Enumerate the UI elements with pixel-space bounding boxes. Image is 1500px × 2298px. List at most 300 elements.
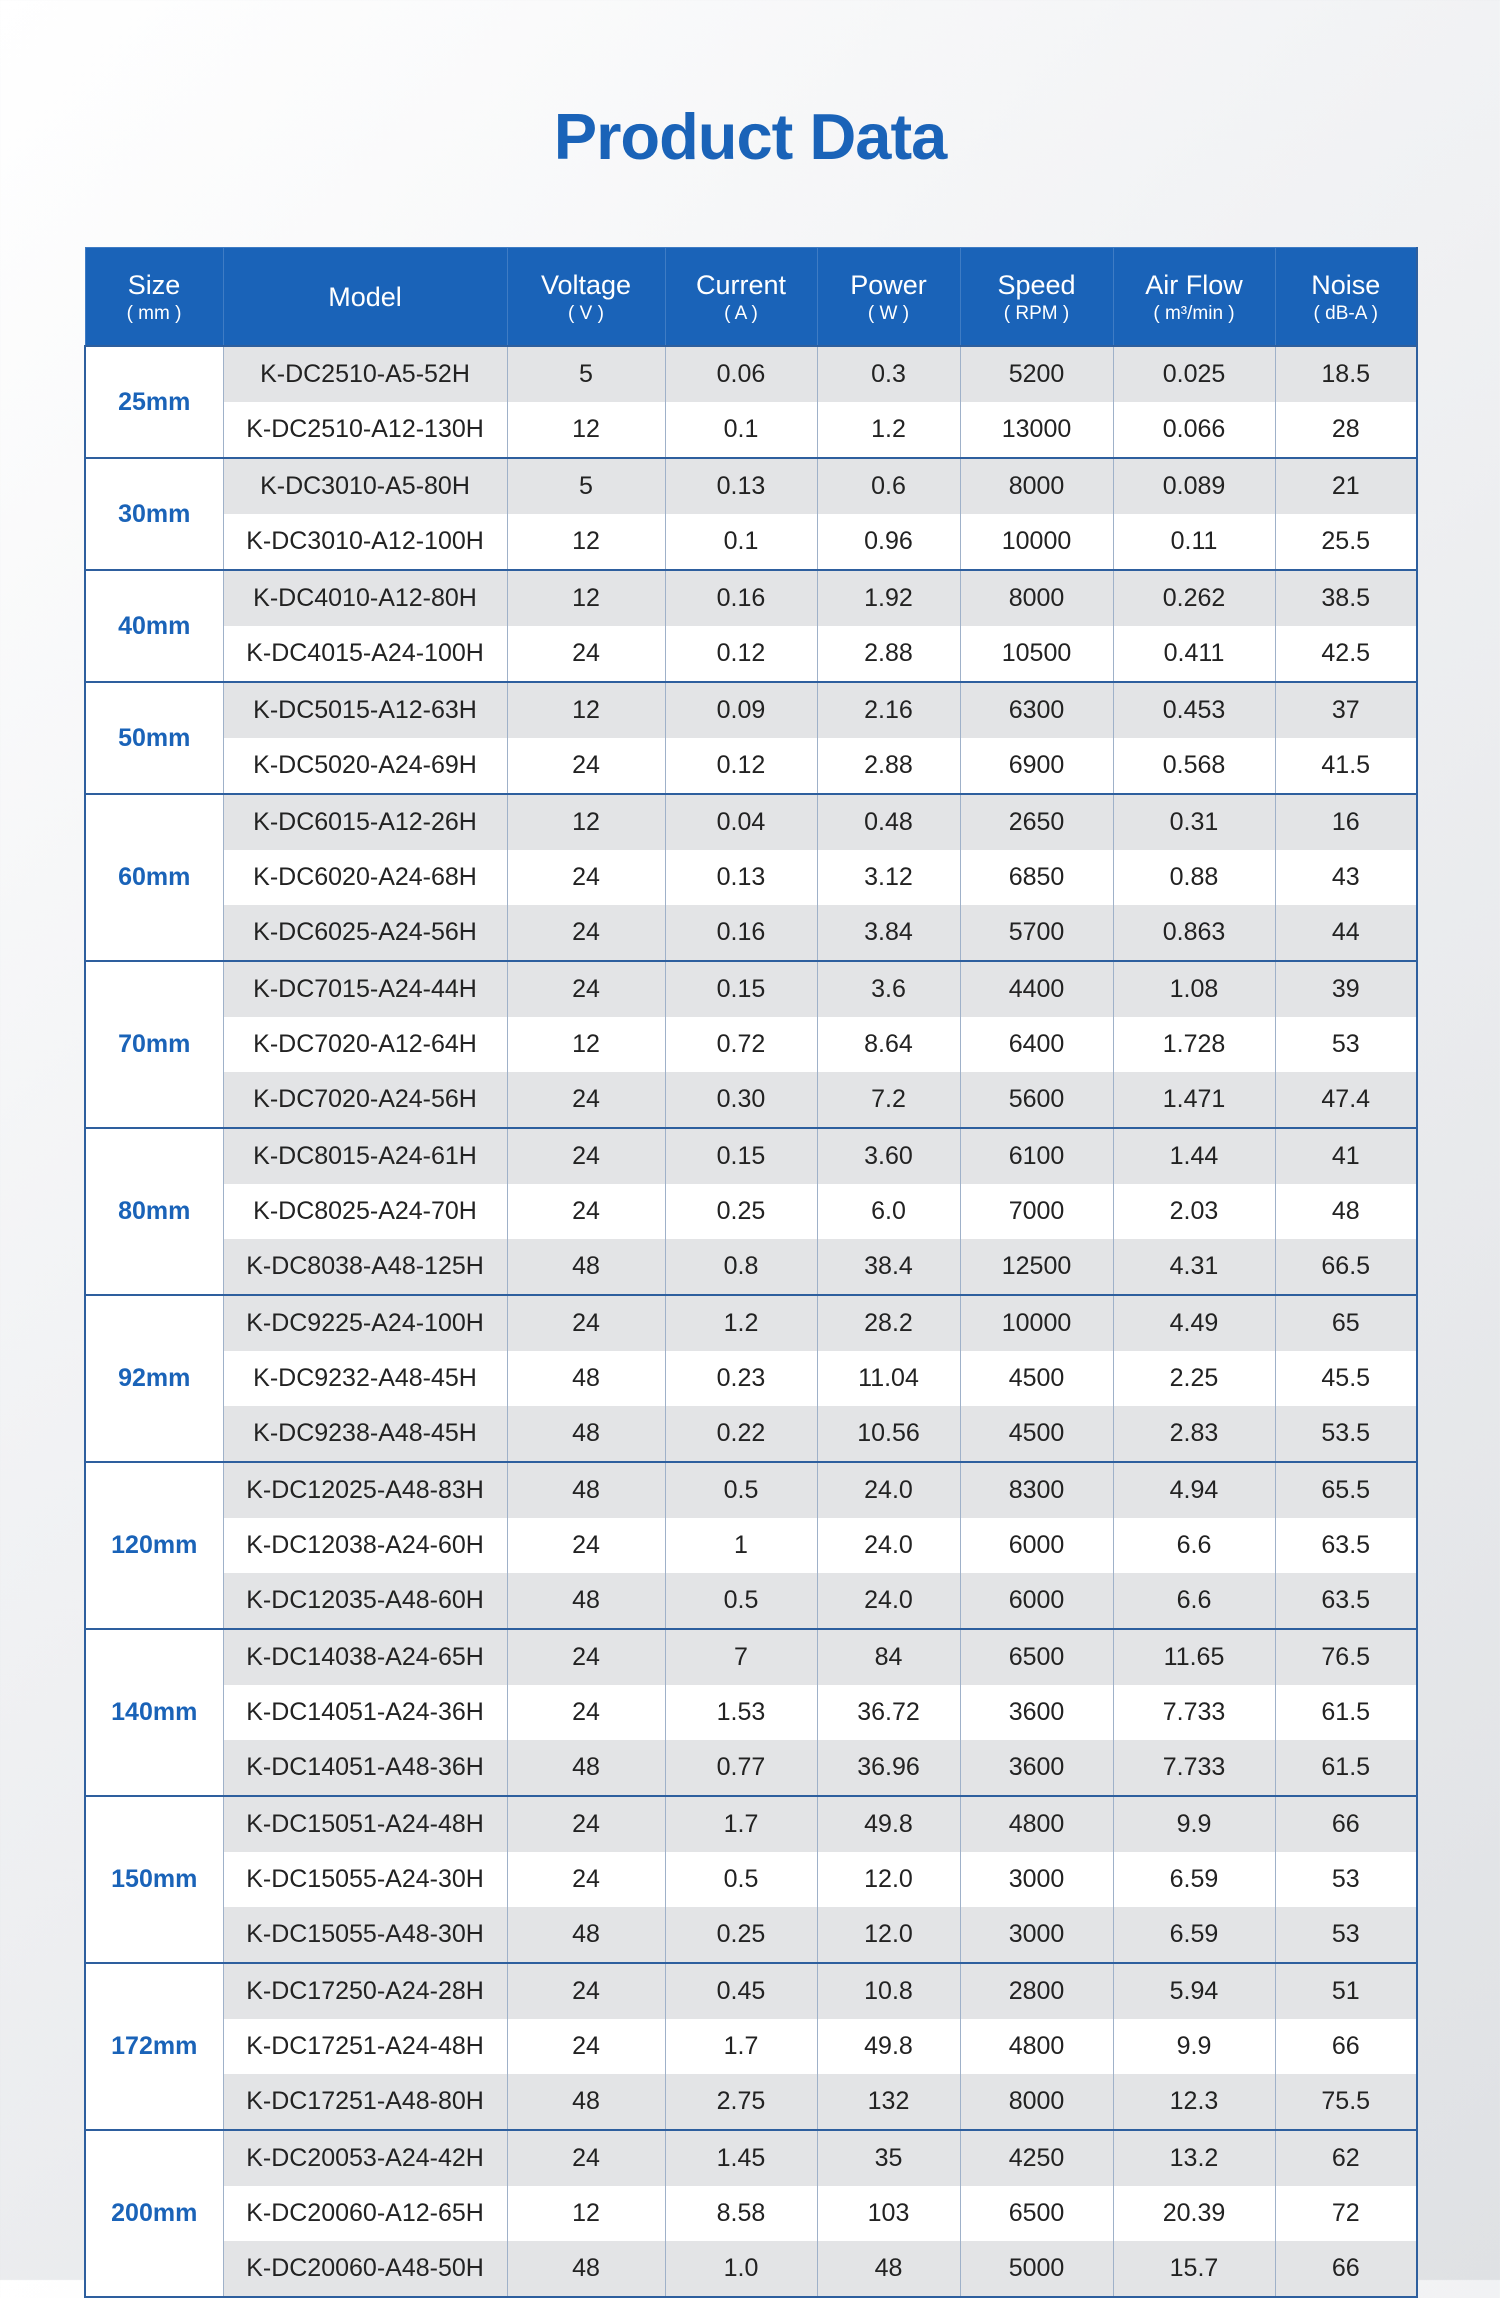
air-flow-cell: 2.83 [1113, 1406, 1275, 1462]
noise-cell: 66.5 [1275, 1239, 1417, 1295]
voltage-cell: 48 [507, 1740, 665, 1796]
speed-cell: 6300 [960, 682, 1113, 738]
current-cell: 0.23 [665, 1351, 817, 1406]
size-cell: 25mm [85, 346, 223, 458]
current-cell: 0.16 [665, 905, 817, 961]
power-cell: 2.16 [817, 682, 960, 738]
current-cell: 0.09 [665, 682, 817, 738]
air-flow-cell: 6.6 [1113, 1518, 1275, 1573]
air-flow-cell: 4.49 [1113, 1295, 1275, 1351]
model-cell: K-DC5020-A24-69H [223, 738, 507, 794]
current-cell: 0.5 [665, 1852, 817, 1907]
current-cell: 0.1 [665, 514, 817, 570]
voltage-cell: 48 [507, 1406, 665, 1462]
table-row [85, 1295, 1417, 1351]
noise-cell: 65 [1275, 1295, 1417, 1351]
air-flow-cell: 1.728 [1113, 1017, 1275, 1072]
model-cell: K-DC14038-A24-65H [223, 1629, 507, 1685]
power-cell: 3.6 [817, 961, 960, 1017]
current-cell: 0.12 [665, 626, 817, 682]
product-table-container [84, 247, 1416, 2298]
table-row [85, 570, 1417, 626]
noise-cell: 65.5 [1275, 1462, 1417, 1518]
voltage-cell: 12 [507, 794, 665, 850]
noise-cell: 53 [1275, 1852, 1417, 1907]
speed-cell: 4800 [960, 1796, 1113, 1852]
model-cell: K-DC14051-A24-36H [223, 1685, 507, 1740]
speed-cell: 4250 [960, 2130, 1113, 2186]
voltage-cell: 24 [507, 738, 665, 794]
power-cell: 3.60 [817, 1128, 960, 1184]
noise-cell: 66 [1275, 2241, 1417, 2297]
air-flow-cell: 6.59 [1113, 1852, 1275, 1907]
speed-cell: 10000 [960, 1295, 1113, 1351]
air-flow-cell: 0.31 [1113, 794, 1275, 850]
power-cell: 6.0 [817, 1184, 960, 1239]
air-flow-cell: 12.3 [1113, 2074, 1275, 2130]
air-flow-cell: 0.025 [1113, 346, 1275, 402]
current-cell: 0.1 [665, 402, 817, 458]
table-row [85, 961, 1417, 1017]
power-cell: 12.0 [817, 1852, 960, 1907]
speed-cell: 4800 [960, 2019, 1113, 2074]
voltage-cell: 24 [507, 1796, 665, 1852]
model-cell: K-DC20060-A48-50H [223, 2241, 507, 2297]
voltage-cell: 48 [507, 1573, 665, 1629]
model-cell: K-DC15051-A24-48H [223, 1796, 507, 1852]
header-noise: Noise ( dB-A ) [1275, 248, 1417, 347]
voltage-cell: 12 [507, 514, 665, 570]
speed-cell: 3600 [960, 1740, 1113, 1796]
speed-cell: 10500 [960, 626, 1113, 682]
model-cell: K-DC12035-A48-60H [223, 1573, 507, 1629]
current-cell: 0.5 [665, 1573, 817, 1629]
speed-cell: 4500 [960, 1406, 1113, 1462]
model-cell: K-DC8015-A24-61H [223, 1128, 507, 1184]
current-cell: 0.13 [665, 458, 817, 514]
current-cell: 0.12 [665, 738, 817, 794]
model-cell: K-DC3010-A5-80H [223, 458, 507, 514]
voltage-cell: 24 [507, 1518, 665, 1573]
voltage-cell: 12 [507, 1017, 665, 1072]
current-cell: 8.58 [665, 2186, 817, 2241]
noise-cell: 44 [1275, 905, 1417, 961]
power-cell: 24.0 [817, 1518, 960, 1573]
model-cell: K-DC17251-A48-80H [223, 2074, 507, 2130]
table-row [85, 1852, 1417, 1907]
air-flow-cell: 1.44 [1113, 1128, 1275, 1184]
power-cell: 3.12 [817, 850, 960, 905]
speed-cell: 6400 [960, 1017, 1113, 1072]
voltage-cell: 24 [507, 1295, 665, 1351]
size-cell: 60mm [85, 794, 223, 961]
voltage-cell: 24 [507, 2130, 665, 2186]
speed-cell: 3600 [960, 1685, 1113, 1740]
speed-cell: 2650 [960, 794, 1113, 850]
noise-cell: 61.5 [1275, 1740, 1417, 1796]
current-cell: 0.8 [665, 1239, 817, 1295]
model-cell: K-DC17250-A24-28H [223, 1963, 507, 2019]
noise-cell: 53 [1275, 1907, 1417, 1963]
power-cell: 24.0 [817, 1573, 960, 1629]
table-row [85, 682, 1417, 738]
air-flow-cell: 4.94 [1113, 1462, 1275, 1518]
current-cell: 0.30 [665, 1072, 817, 1128]
noise-cell: 21 [1275, 458, 1417, 514]
speed-cell: 6000 [960, 1518, 1113, 1573]
header-air-flow: Air Flow ( m³/min ) [1113, 248, 1275, 347]
table-row [85, 1629, 1417, 1685]
noise-cell: 76.5 [1275, 1629, 1417, 1685]
table-row [85, 1072, 1417, 1128]
table-row [85, 1518, 1417, 1573]
voltage-cell: 48 [507, 1351, 665, 1406]
voltage-cell: 24 [507, 1072, 665, 1128]
power-cell: 35 [817, 2130, 960, 2186]
speed-cell: 8300 [960, 1462, 1113, 1518]
air-flow-cell: 0.089 [1113, 458, 1275, 514]
power-cell: 103 [817, 2186, 960, 2241]
model-cell: K-DC15055-A48-30H [223, 1907, 507, 1963]
air-flow-cell: 7.733 [1113, 1740, 1275, 1796]
table-row [85, 1351, 1417, 1406]
header-power: Power ( W ) [817, 248, 960, 347]
speed-cell: 13000 [960, 402, 1113, 458]
power-cell: 38.4 [817, 1239, 960, 1295]
voltage-cell: 12 [507, 682, 665, 738]
voltage-cell: 24 [507, 626, 665, 682]
power-cell: 48 [817, 2241, 960, 2297]
speed-cell: 5200 [960, 346, 1113, 402]
size-cell: 50mm [85, 682, 223, 794]
noise-cell: 61.5 [1275, 1685, 1417, 1740]
noise-cell: 63.5 [1275, 1573, 1417, 1629]
header-model: Model [223, 248, 507, 347]
speed-cell: 8000 [960, 2074, 1113, 2130]
noise-cell: 38.5 [1275, 570, 1417, 626]
power-cell: 7.2 [817, 1072, 960, 1128]
table-row [85, 1239, 1417, 1295]
noise-cell: 16 [1275, 794, 1417, 850]
model-cell: K-DC15055-A24-30H [223, 1852, 507, 1907]
current-cell: 1.2 [665, 1295, 817, 1351]
power-cell: 11.04 [817, 1351, 960, 1406]
air-flow-cell: 9.9 [1113, 1796, 1275, 1852]
air-flow-cell: 0.863 [1113, 905, 1275, 961]
table-row [85, 1963, 1417, 2019]
speed-cell: 6850 [960, 850, 1113, 905]
air-flow-cell: 0.066 [1113, 402, 1275, 458]
voltage-cell: 24 [507, 1184, 665, 1239]
power-cell: 0.3 [817, 346, 960, 402]
model-cell: K-DC5015-A12-63H [223, 682, 507, 738]
air-flow-cell: 7.733 [1113, 1685, 1275, 1740]
table-row [85, 514, 1417, 570]
air-flow-cell: 0.453 [1113, 682, 1275, 738]
model-cell: K-DC6020-A24-68H [223, 850, 507, 905]
current-cell: 0.15 [665, 1128, 817, 1184]
air-flow-cell: 15.7 [1113, 2241, 1275, 2297]
table-row [85, 2186, 1417, 2241]
table-row [85, 794, 1417, 850]
noise-cell: 53 [1275, 1017, 1417, 1072]
model-cell: K-DC9225-A24-100H [223, 1295, 507, 1351]
model-cell: K-DC7020-A24-56H [223, 1072, 507, 1128]
air-flow-cell: 0.262 [1113, 570, 1275, 626]
voltage-cell: 24 [507, 1852, 665, 1907]
voltage-cell: 24 [507, 2019, 665, 2074]
speed-cell: 10000 [960, 514, 1113, 570]
voltage-cell: 24 [507, 1963, 665, 2019]
voltage-cell: 48 [507, 1907, 665, 1963]
power-cell: 0.96 [817, 514, 960, 570]
size-cell: 70mm [85, 961, 223, 1128]
air-flow-cell: 13.2 [1113, 2130, 1275, 2186]
current-cell: 1.7 [665, 2019, 817, 2074]
header-size: Size ( mm ) [85, 248, 223, 347]
table-row [85, 905, 1417, 961]
model-cell: K-DC7020-A12-64H [223, 1017, 507, 1072]
current-cell: 0.22 [665, 1406, 817, 1462]
table-row [85, 1184, 1417, 1239]
size-cell: 30mm [85, 458, 223, 570]
model-cell: K-DC3010-A12-100H [223, 514, 507, 570]
table-row [85, 738, 1417, 794]
model-cell: K-DC12038-A24-60H [223, 1518, 507, 1573]
speed-cell: 4400 [960, 961, 1113, 1017]
table-row [85, 1128, 1417, 1184]
model-cell: K-DC9238-A48-45H [223, 1406, 507, 1462]
air-flow-cell: 2.03 [1113, 1184, 1275, 1239]
noise-cell: 41 [1275, 1128, 1417, 1184]
noise-cell: 25.5 [1275, 514, 1417, 570]
model-cell: K-DC7015-A24-44H [223, 961, 507, 1017]
voltage-cell: 5 [507, 346, 665, 402]
power-cell: 2.88 [817, 738, 960, 794]
air-flow-cell: 0.11 [1113, 514, 1275, 570]
page-title: Product Data [553, 100, 947, 173]
speed-cell: 8000 [960, 458, 1113, 514]
model-cell: K-DC4015-A24-100H [223, 626, 507, 682]
model-cell: K-DC2510-A12-130H [223, 402, 507, 458]
size-cell: 150mm [85, 1796, 223, 1963]
noise-cell: 43 [1275, 850, 1417, 905]
current-cell: 0.25 [665, 1184, 817, 1239]
model-cell: K-DC6015-A12-26H [223, 794, 507, 850]
air-flow-cell: 0.411 [1113, 626, 1275, 682]
size-cell: 200mm [85, 2130, 223, 2297]
air-flow-cell: 1.471 [1113, 1072, 1275, 1128]
speed-cell: 5700 [960, 905, 1113, 961]
current-cell: 0.5 [665, 1462, 817, 1518]
noise-cell: 45.5 [1275, 1351, 1417, 1406]
voltage-cell: 24 [507, 1685, 665, 1740]
speed-cell: 8000 [960, 570, 1113, 626]
noise-cell: 53.5 [1275, 1406, 1417, 1462]
current-cell: 0.06 [665, 346, 817, 402]
power-cell: 10.56 [817, 1406, 960, 1462]
size-cell: 92mm [85, 1295, 223, 1462]
table-row [85, 1017, 1417, 1072]
table-row [85, 626, 1417, 682]
power-cell: 132 [817, 2074, 960, 2130]
model-cell: K-DC14051-A48-36H [223, 1740, 507, 1796]
power-cell: 49.8 [817, 1796, 960, 1852]
air-flow-cell: 2.25 [1113, 1351, 1275, 1406]
speed-cell: 2800 [960, 1963, 1113, 2019]
power-cell: 2.88 [817, 626, 960, 682]
current-cell: 1.7 [665, 1796, 817, 1852]
model-cell: K-DC20053-A24-42H [223, 2130, 507, 2186]
table-row [85, 2019, 1417, 2074]
air-flow-cell: 20.39 [1113, 2186, 1275, 2241]
product-data-table [84, 247, 1418, 2298]
air-flow-cell: 4.31 [1113, 1239, 1275, 1295]
model-cell: K-DC8025-A24-70H [223, 1184, 507, 1239]
model-cell: K-DC6025-A24-56H [223, 905, 507, 961]
power-cell: 49.8 [817, 2019, 960, 2074]
voltage-cell: 48 [507, 2241, 665, 2297]
size-cell: 172mm [85, 1963, 223, 2130]
size-cell: 120mm [85, 1462, 223, 1629]
power-cell: 10.8 [817, 1963, 960, 2019]
power-cell: 0.6 [817, 458, 960, 514]
voltage-cell: 12 [507, 2186, 665, 2241]
voltage-cell: 48 [507, 2074, 665, 2130]
voltage-cell: 12 [507, 402, 665, 458]
speed-cell: 7000 [960, 1184, 1113, 1239]
power-cell: 3.84 [817, 905, 960, 961]
speed-cell: 4500 [960, 1351, 1113, 1406]
noise-cell: 66 [1275, 2019, 1417, 2074]
current-cell: 0.72 [665, 1017, 817, 1072]
current-cell: 0.16 [665, 570, 817, 626]
speed-cell: 6900 [960, 738, 1113, 794]
table-row [85, 850, 1417, 905]
table-row [85, 458, 1417, 514]
power-cell: 24.0 [817, 1462, 960, 1518]
table-body [85, 346, 1417, 2297]
noise-cell: 48 [1275, 1184, 1417, 1239]
model-cell: K-DC17251-A24-48H [223, 2019, 507, 2074]
model-cell: K-DC8038-A48-125H [223, 1239, 507, 1295]
current-cell: 1.0 [665, 2241, 817, 2297]
power-cell: 0.48 [817, 794, 960, 850]
voltage-cell: 24 [507, 961, 665, 1017]
air-flow-cell: 5.94 [1113, 1963, 1275, 2019]
noise-cell: 47.4 [1275, 1072, 1417, 1128]
table-row [85, 1462, 1417, 1518]
speed-cell: 6000 [960, 1573, 1113, 1629]
speed-cell: 3000 [960, 1907, 1113, 1963]
speed-cell: 6100 [960, 1128, 1113, 1184]
power-cell: 12.0 [817, 1907, 960, 1963]
noise-cell: 66 [1275, 1796, 1417, 1852]
air-flow-cell: 9.9 [1113, 2019, 1275, 2074]
voltage-cell: 24 [507, 1128, 665, 1184]
table-row [85, 1685, 1417, 1740]
current-cell: 0.45 [665, 1963, 817, 2019]
model-cell: K-DC12025-A48-83H [223, 1462, 507, 1518]
model-cell: K-DC2510-A5-52H [223, 346, 507, 402]
table-row [85, 2130, 1417, 2186]
air-flow-cell: 11.65 [1113, 1629, 1275, 1685]
noise-cell: 37 [1275, 682, 1417, 738]
voltage-cell: 48 [507, 1462, 665, 1518]
table-row [85, 1573, 1417, 1629]
noise-cell: 28 [1275, 402, 1417, 458]
current-cell: 7 [665, 1629, 817, 1685]
power-cell: 1.2 [817, 402, 960, 458]
voltage-cell: 5 [507, 458, 665, 514]
voltage-cell: 12 [507, 570, 665, 626]
noise-cell: 63.5 [1275, 1518, 1417, 1573]
voltage-cell: 24 [507, 850, 665, 905]
table-row [85, 1740, 1417, 1796]
speed-cell: 12500 [960, 1239, 1113, 1295]
header-current: Current ( A ) [665, 248, 817, 347]
noise-cell: 62 [1275, 2130, 1417, 2186]
table-row [85, 346, 1417, 402]
table-row [85, 2241, 1417, 2297]
power-cell: 28.2 [817, 1295, 960, 1351]
power-cell: 1.92 [817, 570, 960, 626]
power-cell: 8.64 [817, 1017, 960, 1072]
size-cell: 140mm [85, 1629, 223, 1796]
noise-cell: 75.5 [1275, 2074, 1417, 2130]
noise-cell: 41.5 [1275, 738, 1417, 794]
current-cell: 0.13 [665, 850, 817, 905]
header-voltage: Voltage ( V ) [507, 248, 665, 347]
noise-cell: 72 [1275, 2186, 1417, 2241]
speed-cell: 5000 [960, 2241, 1113, 2297]
voltage-cell: 48 [507, 1239, 665, 1295]
size-cell: 40mm [85, 570, 223, 682]
speed-cell: 6500 [960, 2186, 1113, 2241]
power-cell: 36.72 [817, 1685, 960, 1740]
air-flow-cell: 0.88 [1113, 850, 1275, 905]
noise-cell: 39 [1275, 961, 1417, 1017]
size-cell: 80mm [85, 1128, 223, 1295]
model-cell: K-DC20060-A12-65H [223, 2186, 507, 2241]
current-cell: 0.25 [665, 1907, 817, 1963]
speed-cell: 5600 [960, 1072, 1113, 1128]
air-flow-cell: 0.568 [1113, 738, 1275, 794]
air-flow-cell: 6.6 [1113, 1573, 1275, 1629]
noise-cell: 51 [1275, 1963, 1417, 2019]
air-flow-cell: 6.59 [1113, 1907, 1275, 1963]
table-row [85, 1796, 1417, 1852]
current-cell: 1.45 [665, 2130, 817, 2186]
table-header-row [85, 248, 1417, 347]
power-cell: 36.96 [817, 1740, 960, 1796]
noise-cell: 18.5 [1275, 346, 1417, 402]
table-row [85, 1406, 1417, 1462]
power-cell: 84 [817, 1629, 960, 1685]
noise-cell: 42.5 [1275, 626, 1417, 682]
current-cell: 0.15 [665, 961, 817, 1017]
speed-cell: 3000 [960, 1852, 1113, 1907]
model-cell: K-DC4010-A12-80H [223, 570, 507, 626]
model-cell: K-DC9232-A48-45H [223, 1351, 507, 1406]
table-row [85, 2074, 1417, 2130]
table-row [85, 402, 1417, 458]
current-cell: 1 [665, 1518, 817, 1573]
current-cell: 2.75 [665, 2074, 817, 2130]
voltage-cell: 24 [507, 1629, 665, 1685]
voltage-cell: 24 [507, 905, 665, 961]
table-row [85, 1907, 1417, 1963]
